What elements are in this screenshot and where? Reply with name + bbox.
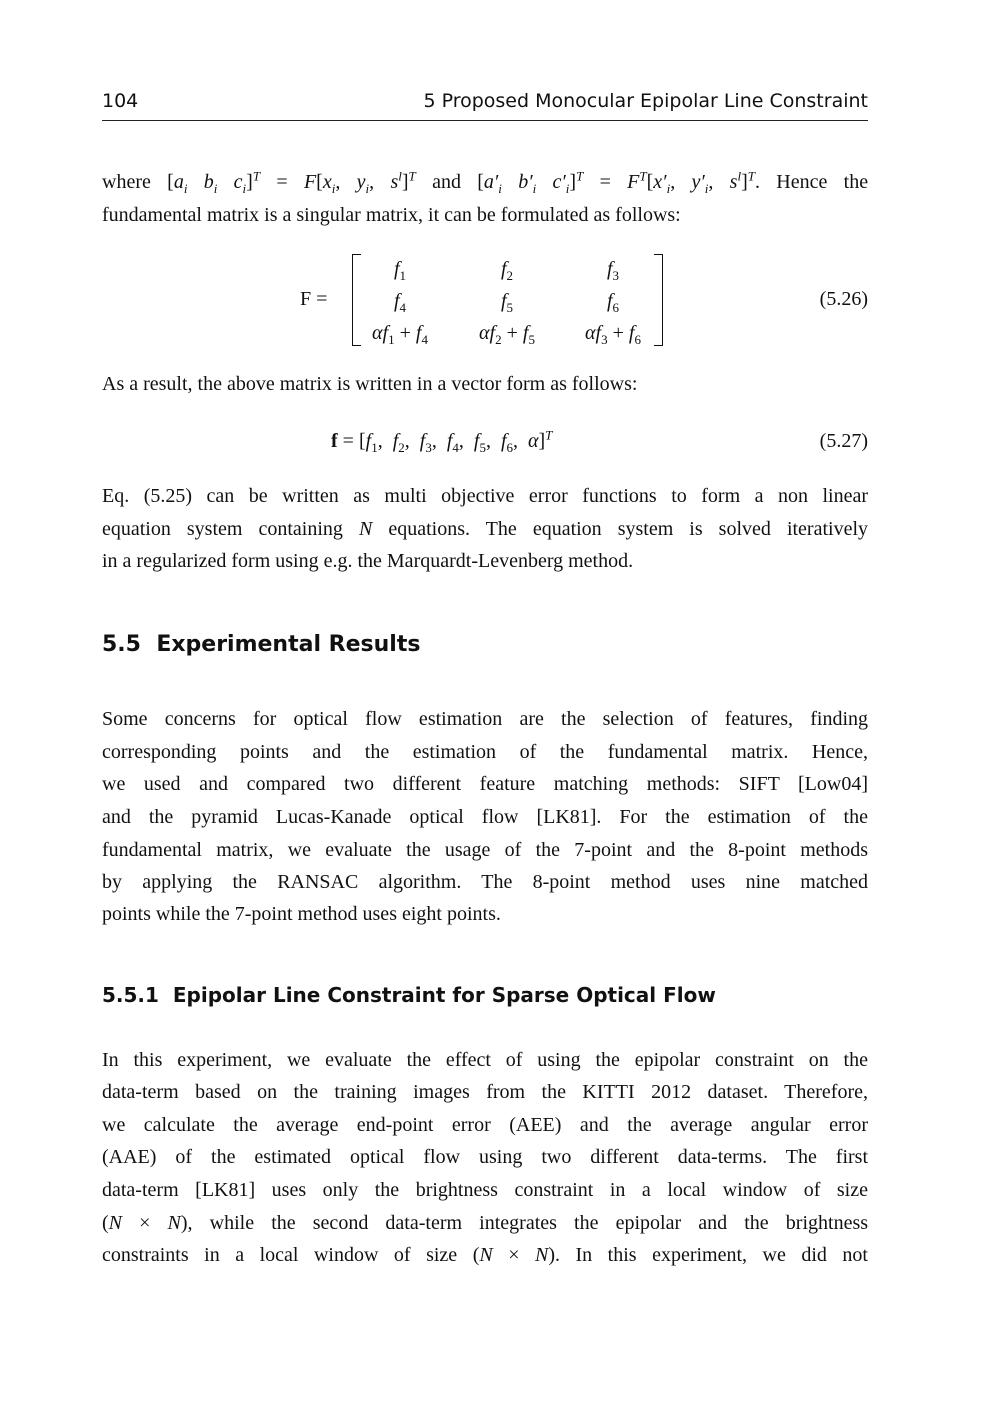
vector-equation: $f = [f_1$, $f_2$, $f_3$, $f_4$, $f_5$, $f_6$, α]$^T$ [331,427,553,455]
paragraph-line: corresponding points and the estimation of the fundamental matrix. Hence, [102,741,868,763]
matrix-cell: $f_2$ [500,258,514,283]
equation-number: (5.27) [819,430,868,452]
running-title: 5 Proposed Monocular Epipolar Line Constraint [423,90,868,112]
matrix-cell: $f_1$ [393,258,407,283]
matrix-cell: $\alpha f_2 + f_5$ [479,322,535,347]
equation-number: (5.26) [819,288,868,310]
paragraph-line: points while the 7-point method uses eight points. [102,903,501,925]
mid-text: As a result, the above matrix is written in a vector form as follows: [102,373,638,395]
paragraph-line: in a regularized form using e.g. the Marquardt-Levenberg method. [102,550,634,572]
paragraph-line: equation system containing N equations. The equation system is solved iteratively [102,518,869,540]
paragraph-line: (N × N), while the second data-term integrates the epipolar and the brightness [102,1212,869,1234]
matrix-lhs: F = [300,288,328,310]
paragraph-line: Eq. (5.25) can be written as multi objective error functions to form a non linear [102,485,868,507]
equation-5-27 [102,428,868,456]
matrix-cell: $\alpha f_3 + f_6$ [585,322,641,347]
paragraph-line: In this experiment, we evaluate the effect of using the epipolar constraint on the [102,1049,868,1071]
matrix-cell: $f_3$ [606,258,620,283]
intro-line-2: fundamental matrix is a singular matrix, it can be formulated as follows: [102,204,681,226]
paragraph-line: we used and compared two different feature matching methods: SIFT [Low04] [102,773,868,795]
page-number: 104 [102,90,139,112]
paragraph-line: we calculate the average end-point error (AEE) and the average angular error [102,1114,868,1136]
section-heading: 5.5 Experimental Results [102,632,421,657]
running-header [102,88,868,121]
paragraph-line: fundamental matrix, we evaluate the usage of the 7-point and the 8-point methods [102,839,868,861]
paragraph-line: (AAE) of the estimated optical flow using two different data-terms. The first [102,1146,868,1168]
matrix-cell: $\alpha f_1 + f_4$ [372,322,428,347]
paragraph-line: and the pyramid Lucas-Kanade optical flow [LK81]. For the estimation of the [102,806,868,828]
paragraph-line: data-term based on the training images from the KITTI 2012 dataset. Therefore, [102,1081,868,1103]
intro-line-1: where [$a_i$ $b_i$ $c_i]^T = F[x_i$, $y_i$, $s^l]^T$ and [$a'_i$ $b'_i$ $c'_i]^T = F^T[x'_i$, $y'_i$, $s^l]^T$. Hence the [102,168,869,196]
paragraph-line: constraints in a local window of size (N × N). In this experiment, we did not [102,1244,868,1266]
paragraph-line: Some concerns for optical flow estimation are the selection of features, finding [102,708,868,730]
matrix-cell: $f_5$ [500,290,514,315]
paragraph-line: by applying the RANSAC algorithm. The 8-point method uses nine matched [102,871,868,893]
equation-5-26 [102,252,868,362]
matrix-cell: $f_6$ [606,290,620,315]
paragraph-line: data-term [LK81] uses only the brightness constraint in a local window of size [102,1179,868,1201]
matrix-cell: $f_4$ [393,290,407,315]
subsection-heading: 5.5.1 Epipolar Line Constraint for Sparse Optical Flow [102,983,716,1007]
